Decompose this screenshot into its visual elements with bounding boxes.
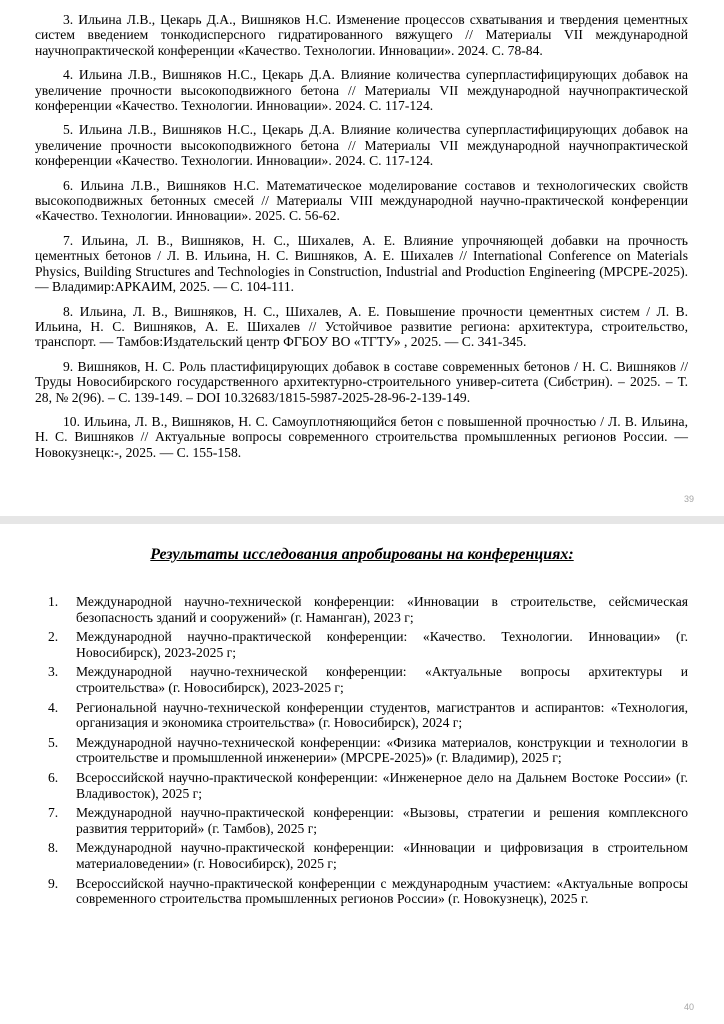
list-item-text: Региональной научно-технической конференции студентов, магистрантов и аспирантов: «Технология, организация и экономика строительства» (г. Новосибирск), 2024 г; bbox=[76, 699, 688, 731]
reference-item: 9. Вишняков, Н. С. Роль пластифицирующих добавок в составе современных бетонов / Н. С. Вишняков // Труды Новосибирского государственного архитектурно-строительного универ-ситета (Сибстрин). – 2025. – Т. 28, № 2(96). – С. 139-149. – DOI 10.32683/1815-5987-2025-28-96-2-139-149. bbox=[35, 358, 688, 405]
list-item-text: Международной научно-технической конференции: «Актуальные вопросы архитектуры и строительства» (г. Новосибирск), 2023-2025 г; bbox=[76, 664, 688, 695]
list-item-text: Международной научно-технической конференции: «Инновации в строительстве, сейсмическая безопасность зданий и сооружений» (г. Наманган), 2023 г; bbox=[76, 594, 688, 625]
list-item bbox=[48, 735, 688, 766]
reference-item: 5. Ильина Л.В., Вишняков Н.С., Цекарь Д.А. Влияние количества суперпластифицирующих добавок на увеличение прочности высокоподвижного бетона // Материалы VII международной научнопрактической конференции «Качество. Технологии. Инновации». 2024. С. 117-124. bbox=[35, 122, 688, 169]
page-40 bbox=[0, 524, 724, 1024]
list-item bbox=[48, 770, 688, 801]
list-item-number: 3. bbox=[48, 664, 59, 680]
list-item bbox=[48, 840, 688, 871]
reference-item: 10. Ильина, Л. В., Вишняков, Н. С. Самоуплотняющийся бетон с повышенной прочностью / Л. В. Ильина, Н. С. Вишняков // Актуальные вопросы современного строительства промышленных регионов России. — Новокузнецк:-, 2025. — С. 155-158. bbox=[35, 413, 688, 460]
reference-list bbox=[35, 12, 688, 469]
conference-list bbox=[48, 594, 688, 911]
page-number: 39 bbox=[683, 494, 694, 504]
list-item-number: 7. bbox=[48, 805, 59, 821]
list-item bbox=[48, 700, 688, 731]
reference-item: 8. Ильина, Л. В., Вишняков, Н. С., Шихалев, А. Е. Повышение прочности цементных систем / Л. В. Ильина, Н. С. Вишняков, А. Е. Шихалев // Устойчивое развитие региона: архитектура, строительство, транспорт. — Тамбов:Издательский центр ФГБОУ ВО «ТГТУ» , 2025. — С. 341-345. bbox=[35, 303, 688, 350]
list-item bbox=[48, 664, 688, 695]
list-item-text: Международной научно-практической конференции: «Вызовы, стратегии и решения комплексного развития территорий» (г. Тамбов), 2025 г; bbox=[76, 805, 688, 836]
page-number: 40 bbox=[683, 1002, 694, 1012]
list-item-number: 2. bbox=[48, 629, 59, 645]
list-item-number: 1. bbox=[48, 594, 59, 609]
list-item bbox=[48, 805, 688, 836]
reference-item: 3. Ильина Л.В., Цекарь Д.А., Вишняков Н.С. Изменение процессов схватывания и твердения цементных систем введением тонкодисперсного гидратированного вяжущего // Материалы VII международной научнопрактической конференции «Качество. Технологии. Инновации». 2024. С. 78-84. bbox=[35, 12, 688, 58]
list-item-number: 8. bbox=[48, 840, 59, 856]
list-item-number: 9. bbox=[48, 875, 59, 891]
reference-item: 7. Ильина, Л. В., Вишняков, Н. С., Шихалев, А. Е. Влияние упрочняющей добавки на прочность цементных бетонов / Л. В. Ильина, Н. С. Вишняков, А. Е. Шихалев // International Conference on Materials Physics, Building Structures and Technologies in Construction, Industrial and Production Engineering (MPCPE-2025). — Владимир:АРКАИМ, 2025. — С. 104-111. bbox=[35, 232, 688, 295]
list-item-number: 5. bbox=[48, 734, 59, 750]
list-item-number: 4. bbox=[48, 699, 59, 715]
reference-item: 4. Ильина Л.В., Вишняков Н.С., Цекарь Д.А. Влияние количества суперпластифицирующих добавок на увеличение прочности высокоподвижного бетона // Материалы VII международной научнопрактической конференции «Качество. Технологии. Инновации». 2024. С. 117-124. bbox=[35, 67, 688, 114]
list-item-text: Всероссийской научно-практической конференции с международным участием: «Актуальные вопросы современного строительства промышленных регионов России» (г. Новокузнецк), 2025 г. bbox=[76, 875, 688, 907]
list-item bbox=[48, 629, 688, 660]
reference-item: 6. Ильина Л.В., Вишняков Н.С. Математическое моделирование составов и технологических свойств высокоподвижных бетонных смесей // Материалы VIII международной научно-практической конференции «Качество. Технологии. Инновации». 2025. С. 56-62. bbox=[35, 177, 688, 224]
list-item-text: Всероссийской научно-практической конференции: «Инженерное дело на Дальнем Востоке России» (г. Владивосток), 2025 г; bbox=[76, 769, 688, 801]
list-item-text: Международной научно-практической конференции: «Инновации и цифровизация в строительном материаловедении» (г. Новосибирск), 2025 г; bbox=[76, 840, 688, 871]
list-item bbox=[48, 876, 688, 907]
section-heading: Результаты исследования апробированы на конференциях: bbox=[150, 546, 574, 563]
list-item bbox=[48, 594, 688, 625]
list-item-text: Международной научно-технической конференции: «Физика материалов, конструкции и технологии в строительстве и промышленной инженерии» (MPCPE-2025)» (г. Владимир), 2025 г; bbox=[76, 734, 688, 766]
page-divider bbox=[0, 516, 724, 524]
list-item-text: Международной научно-практической конференции: «Качество. Технологии. Инновации» (г. Новосибирск), 2023-2025 г; bbox=[76, 629, 688, 660]
list-item-number: 6. bbox=[48, 769, 59, 785]
